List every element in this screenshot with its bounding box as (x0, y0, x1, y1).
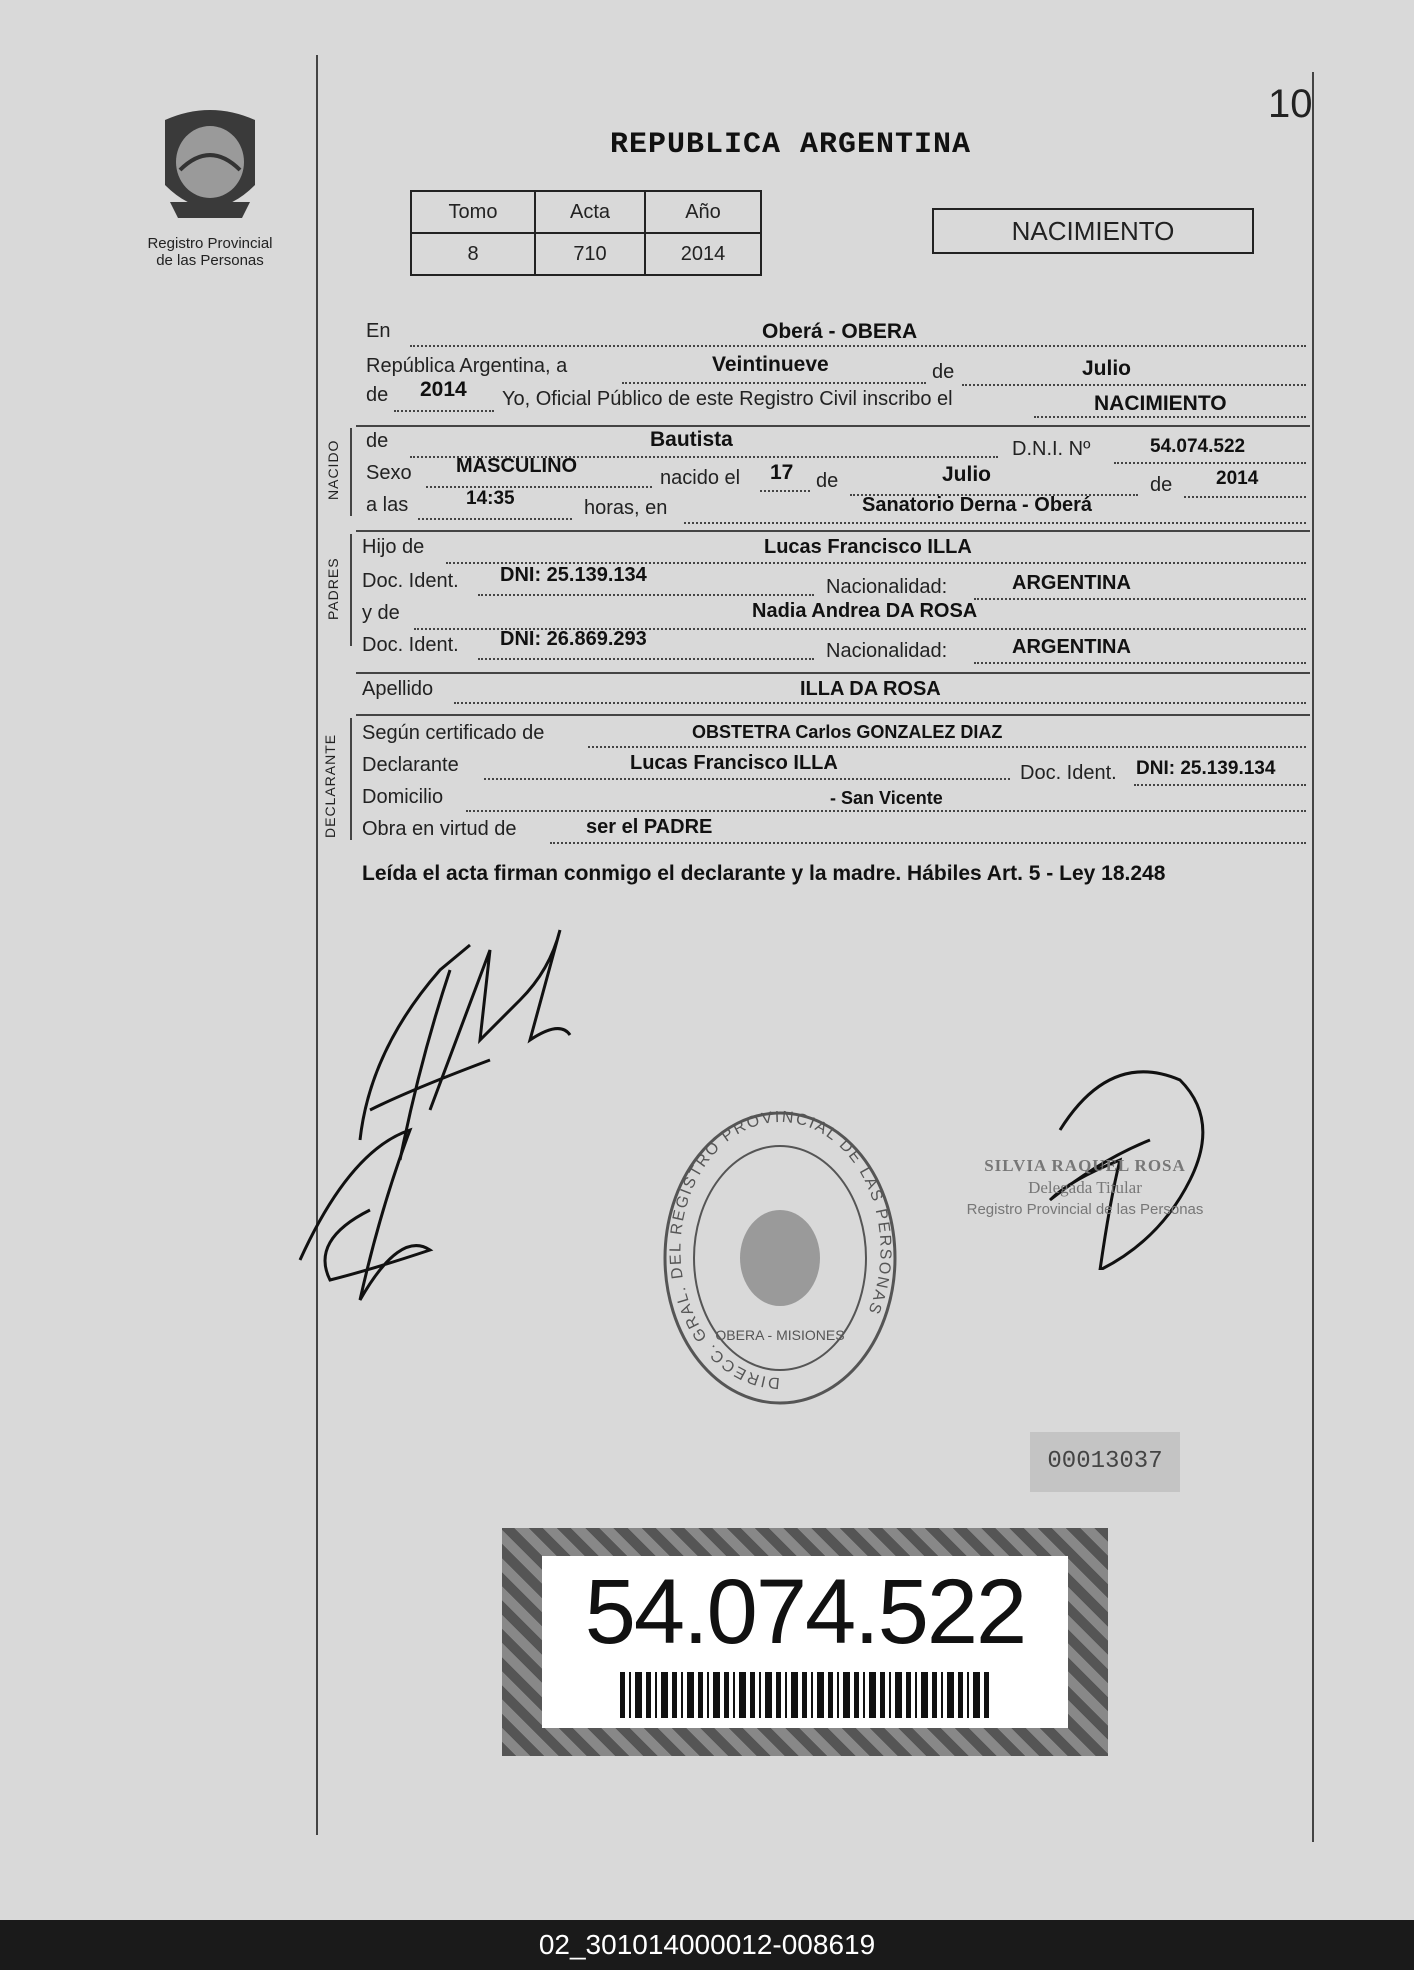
inscribe-value: NACIMIENTO (1094, 392, 1227, 415)
declarant-name-value: Lucas Francisco ILLA (630, 752, 838, 774)
birth-year-value: 2014 (1216, 468, 1259, 489)
sexo-label: Sexo (366, 462, 412, 484)
dni-label: D.N.I. Nº (1012, 438, 1091, 460)
mother-nationality-value: ARGENTINA (1012, 636, 1131, 658)
father-doc-value: DNI: 25.139.134 (500, 564, 647, 586)
birth-time-value: 14:35 (466, 488, 515, 509)
official-office: Registro Provincial de las Personas (966, 1201, 1204, 1218)
declarant-doc-value: DNI: 25.139.134 (1136, 758, 1276, 779)
declarante-section-label: DECLARANTE (322, 733, 338, 838)
nacionalidad-label: Nacionalidad: (826, 640, 948, 662)
section-divider (356, 425, 1310, 427)
section-bracket (350, 534, 352, 646)
dotted-line (1114, 460, 1306, 464)
dotted-line (974, 660, 1306, 664)
mother-name-value: Nadia Andrea DA ROSA (752, 600, 978, 622)
page-number: 10 (1268, 82, 1313, 126)
nacionalidad-label: Nacionalidad: (826, 576, 948, 598)
sexo-value: MASCULINO (456, 455, 578, 477)
child-name-value: Bautista (650, 428, 733, 451)
right-margin-line (1312, 72, 1314, 1842)
dotted-line (962, 382, 1306, 386)
logo-label-line1: Registro Provincial (147, 235, 273, 252)
closing-statement: Leída el acta firman conmigo el declarante y la madre. Hábiles Art. 5 - Ley 18.248 (362, 862, 1166, 885)
official-title: Delegada Titular (1028, 1178, 1142, 1197)
en-value: Oberá - OBERA (762, 320, 918, 343)
registry-table (410, 190, 762, 276)
domicilio-label: Domicilio (362, 786, 444, 808)
apellido-label: Apellido (362, 678, 434, 700)
de-label: de (1150, 474, 1173, 496)
republic-label: República Argentina, a (366, 355, 568, 377)
official-name: SILVIA RAQUEL ROSA (984, 1156, 1186, 1175)
year-prefix-label: de (366, 384, 389, 406)
child-dni-value: 54.074.522 (1150, 436, 1246, 457)
acta-header: Acta (535, 191, 645, 233)
nacido-de-label: de (366, 430, 389, 452)
dotted-line (1134, 782, 1306, 786)
section-divider (356, 672, 1310, 674)
dotted-line (974, 596, 1306, 600)
nacido-section-label: NACIDO (325, 439, 341, 500)
dotted-line (760, 488, 810, 492)
month-value: Julio (1082, 357, 1132, 380)
obra-value: ser el PADRE (586, 816, 713, 838)
barcode-icon (620, 1672, 990, 1718)
a-las-label: a las (366, 494, 409, 516)
declarant-signature (290, 910, 590, 1310)
dotted-line (1184, 494, 1306, 498)
tomo-value: 8 (411, 233, 535, 275)
year-value: 2014 (420, 378, 467, 401)
day-value: Veintinueve (712, 353, 829, 376)
ano-header: Año (645, 191, 761, 233)
acta-value: 710 (535, 233, 645, 275)
padres-section-label: PADRES (325, 557, 341, 620)
dotted-line (418, 516, 572, 520)
father-name-value: Lucas Francisco ILLA (764, 536, 972, 558)
certificate-value: OBSTETRA Carlos GONZALEZ DIAZ (692, 722, 1003, 742)
certificado-label: Según certificado de (362, 722, 545, 744)
seal-city: OBERA - MISIONES (715, 1327, 845, 1343)
y-de-label: y de (362, 602, 400, 624)
hijo-de-label: Hijo de (362, 536, 425, 558)
horas-en-label: horas, en (584, 497, 668, 519)
doc-ident-label: Doc. Ident. (362, 634, 459, 656)
official-stamp-text (955, 1155, 1215, 1221)
dotted-line (426, 484, 652, 488)
section-divider (356, 530, 1310, 532)
de-label: de (932, 361, 955, 383)
doc-ident-label: Doc. Ident. (1020, 762, 1117, 784)
en-label: En (366, 320, 391, 342)
record-type-box: NACIMIENTO (932, 208, 1254, 254)
seal-text: DIRECC. GRAL. DEL REGISTRO PROVINCIAL DE LAS PERSONAS (667, 1108, 894, 1392)
section-bracket (350, 718, 352, 840)
dotted-line (684, 520, 1306, 524)
de-label: de (816, 470, 839, 492)
provincial-logo (140, 100, 280, 280)
birth-month-value: Julio (942, 463, 992, 486)
surname-value: ILLA DA ROSA (800, 678, 941, 700)
tomo-header: Tomo (411, 191, 535, 233)
dotted-line (478, 592, 814, 596)
misiones-seal-icon (150, 100, 270, 230)
mother-doc-value: DNI: 26.869.293 (500, 628, 647, 650)
document-title: REPUBLICA ARGENTINA (610, 128, 972, 162)
dotted-line (394, 408, 494, 412)
nacido-el-label: nacido el (660, 467, 741, 489)
dotted-line (478, 656, 814, 660)
obra-label: Obra en virtud de (362, 818, 517, 840)
ano-value: 2014 (645, 233, 761, 275)
registry-seal (658, 1108, 902, 1408)
logo-label-line2: de las Personas (156, 252, 264, 269)
birth-day-value: 17 (770, 461, 794, 484)
barcode-dni-number: 54.074.522 (584, 1561, 1026, 1663)
declarante-label: Declarante (362, 754, 459, 776)
domicile-value: - San Vicente (830, 788, 943, 808)
dotted-line (550, 840, 1306, 844)
birth-place-value: Sanatorio Derna - Oberá (862, 494, 1093, 516)
father-nationality-value: ARGENTINA (1012, 572, 1131, 594)
serial-number: 00013037 (1030, 1432, 1180, 1492)
dotted-line (484, 776, 1010, 780)
dotted-line (588, 744, 1306, 748)
dni-barcode-label (502, 1528, 1108, 1756)
document-footer-id: 02_301014000012-008619 (538, 1929, 876, 1960)
section-bracket (350, 428, 352, 516)
dotted-line (622, 380, 926, 384)
official-statement: Yo, Oficial Público de este Registro Civil inscribo el (502, 388, 953, 410)
doc-ident-label: Doc. Ident. (362, 570, 459, 592)
section-divider (356, 714, 1310, 716)
